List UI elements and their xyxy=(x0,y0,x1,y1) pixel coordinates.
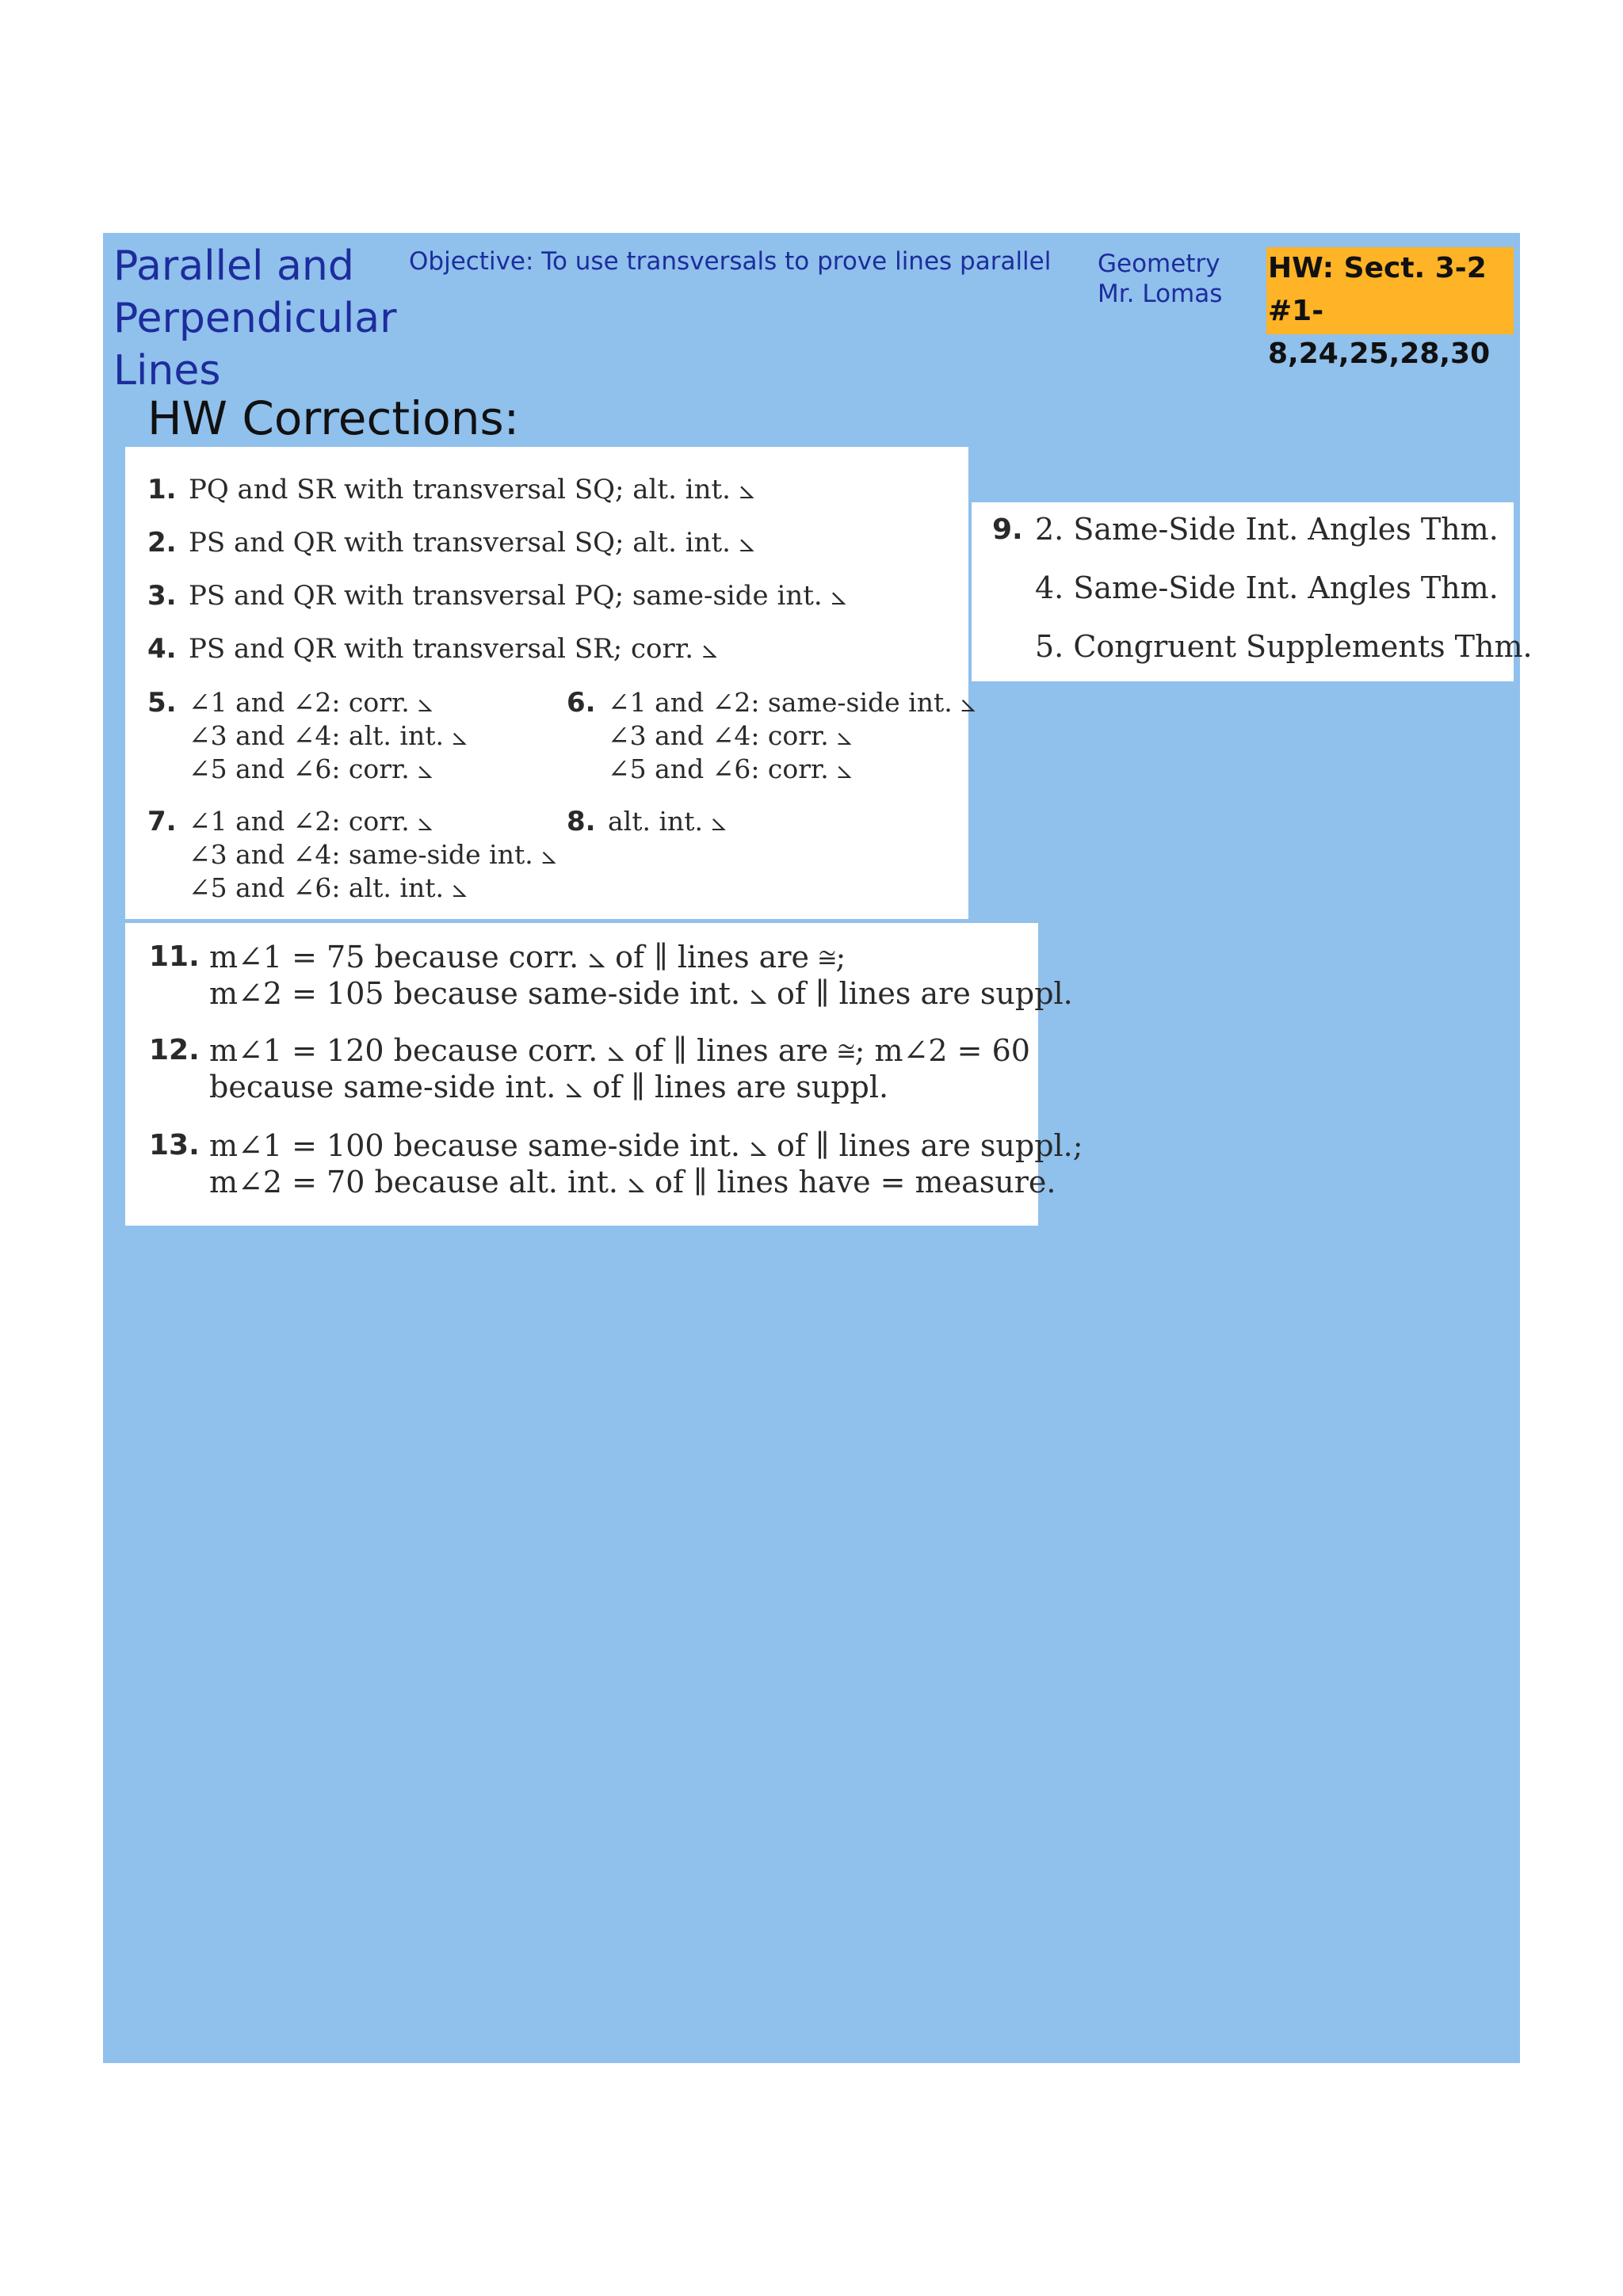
teacher-name: Mr. Lomas xyxy=(1098,280,1223,308)
answer-item-6: 6. ∠1 and ∠2: same-side int. ⦣ ∠3 and ∠4: corr. ⦣ ∠5 and ∠6: corr. ⦣ xyxy=(567,687,976,784)
answer-item-13: 13. m∠1 = 100 because same-side int. ⦣ of ∥ lines are suppl.; m∠2 = 70 because alt. int. ⦣ of ∥ lines have = measure. xyxy=(149,1128,1083,1199)
course-name: Geometry xyxy=(1098,250,1220,278)
answer-line: 4. Same-Side Int. Angles Thm. xyxy=(1035,570,1499,605)
lesson-title xyxy=(113,240,430,397)
homework-section: HW: Sect. 3-2 xyxy=(1268,252,1487,284)
answer-item: 3. PS and QR with transversal PQ; same-side int. ⦣ xyxy=(147,580,847,612)
answer-number: 9. xyxy=(992,513,1023,546)
answer-item: 2. PS and QR with transversal SQ; alt. int. ⦣ xyxy=(147,527,755,559)
answer-item-11: 11. m∠1 = 75 because corr. ⦣ of ∥ lines are ≅; m∠2 = 105 because same-side int. ⦣ of ∥ lines are suppl. xyxy=(149,940,1073,1011)
answer-item-12: 12. m∠1 = 120 because corr. ⦣ of ∥ lines are ≅; m∠2 = 60 because same-side int. ⦣ of ∥ lines are suppl. xyxy=(149,1033,1030,1104)
answer-item-8: 8. alt. int. ⦣ xyxy=(567,806,727,837)
answer-item: 4. PS and QR with transversal SR; corr. ⦣ xyxy=(147,633,718,665)
answer-item-5: 5. ∠1 and ∠2: corr. ⦣ ∠3 and ∠4: alt. int. ⦣ ∠5 and ∠6: corr. ⦣ xyxy=(147,687,468,784)
answers-panel-11-13 xyxy=(125,923,1083,1226)
hw-corrections-heading: HW Corrections: xyxy=(147,391,520,445)
homework-problems: #1-8,24,25,28,30 xyxy=(1268,295,1491,370)
course-info xyxy=(1098,249,1222,309)
answers-panel-9 xyxy=(972,502,1533,681)
answer-line: 2. Same-Side Int. Angles Thm. xyxy=(1035,512,1499,547)
title-line: Perpendicular xyxy=(113,295,397,342)
answer-item: 1. PQ and SR with transversal SQ; alt. int. ⦣ xyxy=(147,474,755,505)
answers-panel-1-8 xyxy=(125,447,976,919)
answer-line: 5. Congruent Supplements Thm. xyxy=(1035,629,1533,664)
objective-text: Objective: To use transversals to prove lines parallel xyxy=(409,247,1052,276)
homework-box xyxy=(1266,247,1514,370)
answer-item-7: 7. ∠1 and ∠2: corr. ⦣ ∠3 and ∠4: same-side int. ⦣ ∠5 and ∠6: alt. int. ⦣ xyxy=(147,806,557,903)
title-line: Lines xyxy=(113,347,221,395)
title-line: Parallel and xyxy=(113,242,354,290)
